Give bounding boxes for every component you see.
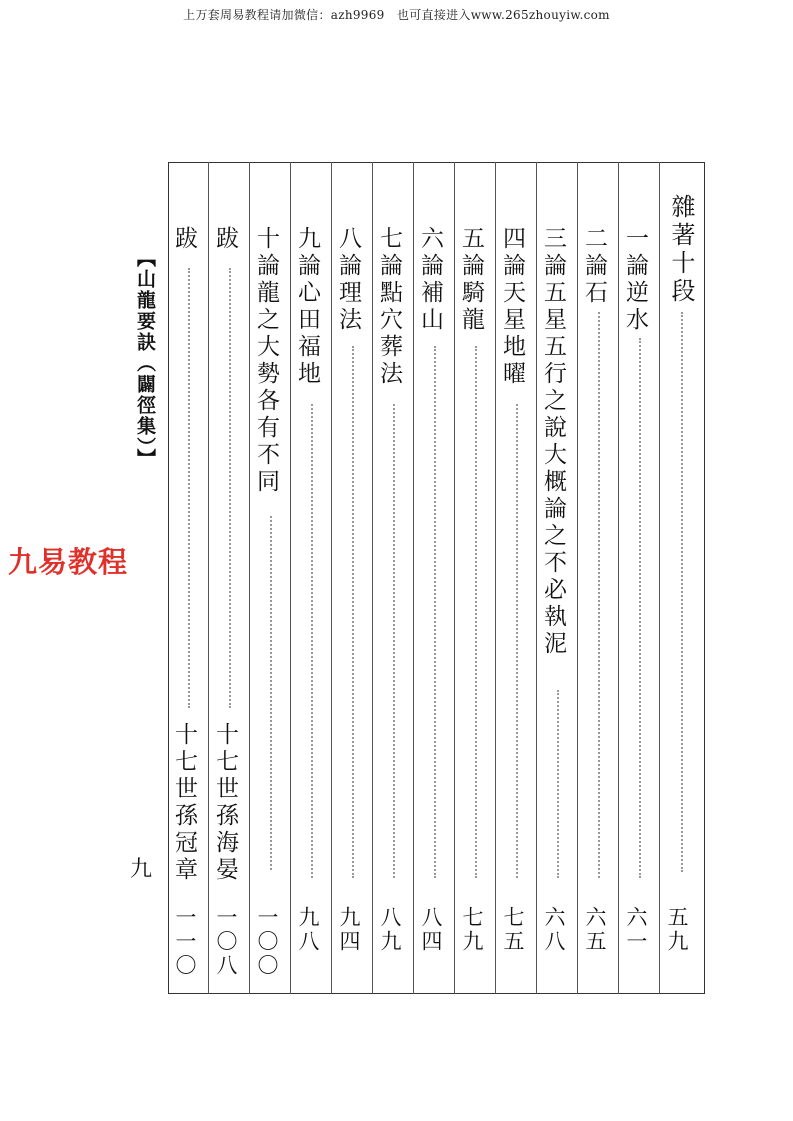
toc-page-number: 九四 — [337, 906, 361, 954]
column-divider — [208, 162, 209, 994]
column-divider — [249, 162, 250, 994]
page-folio: 九 — [130, 857, 153, 882]
toc-entry[interactable]: 五論騎龍 — [458, 226, 484, 334]
toc-entry[interactable]: 三論五星五行之說大概論之不必執泥 — [540, 226, 566, 658]
toc-page-number: 六五 — [583, 906, 607, 954]
column-divider — [495, 162, 496, 994]
toc-entry[interactable]: 一論逆水 — [622, 226, 648, 334]
toc-entry-author: 十七世孫海晏 — [212, 722, 238, 884]
header-ad-text: 上万套周易教程请加微信：azh9969 也可直接进入www.265zhouyiw.com — [183, 8, 610, 22]
toc-section-title: 雜著十段 — [667, 194, 695, 306]
leader-dots — [352, 346, 354, 878]
leader-dots — [434, 346, 436, 878]
toc-page-number: 八四 — [419, 906, 443, 954]
leader-dots — [270, 516, 272, 870]
leader-dots — [188, 268, 190, 708]
toc-entry[interactable]: 九論心田福地 — [294, 226, 320, 388]
toc-page-number: 七九 — [460, 906, 484, 954]
leader-dots — [516, 404, 518, 878]
toc-page-number: 八九 — [378, 906, 402, 954]
leader-dots — [475, 346, 477, 878]
column-divider — [290, 162, 291, 994]
column-divider — [413, 162, 414, 994]
leader-dots — [311, 404, 313, 878]
toc-page-number: 一一〇 — [173, 906, 197, 978]
toc-entry[interactable]: 四論天星地曜 — [499, 226, 525, 388]
running-title: 【山龍要訣（闢徑集）】 — [134, 248, 156, 470]
column-divider — [577, 162, 578, 994]
toc-page-number: 九八 — [296, 906, 320, 954]
toc-entry-author: 十七世孫冠章 — [171, 722, 197, 884]
leader-dots — [393, 404, 395, 878]
toc-entry[interactable]: 八論理法 — [335, 226, 361, 334]
column-divider — [331, 162, 332, 994]
toc-page-number: 七五 — [501, 906, 525, 954]
toc-entry[interactable]: 二論石 — [581, 226, 607, 307]
toc-page-number: 一〇八 — [214, 906, 238, 978]
column-divider — [372, 162, 373, 994]
toc-entry[interactable]: 跋 — [171, 226, 197, 253]
toc-entry[interactable]: 跋 — [212, 226, 238, 253]
toc-page-number: 六一 — [624, 906, 648, 954]
toc-page-number: 五九 — [665, 906, 689, 954]
toc-page-number: 六八 — [542, 906, 566, 954]
toc-entry[interactable]: 十論龍之大勢各有不同 — [253, 226, 279, 496]
toc-entry[interactable]: 六論補山 — [417, 226, 443, 334]
column-divider — [659, 162, 660, 994]
leader-dots — [557, 690, 559, 878]
leader-dots — [229, 268, 231, 708]
column-divider — [454, 162, 455, 994]
toc-page-number: 一〇〇 — [255, 906, 279, 978]
column-divider — [618, 162, 619, 994]
column-divider — [536, 162, 537, 994]
toc-entry[interactable]: 七論點穴葬法 — [376, 226, 402, 388]
leader-dots — [681, 312, 683, 872]
leader-dots — [639, 338, 641, 878]
leader-dots — [598, 312, 600, 878]
watermark-logo: 九易教程 — [8, 545, 129, 579]
